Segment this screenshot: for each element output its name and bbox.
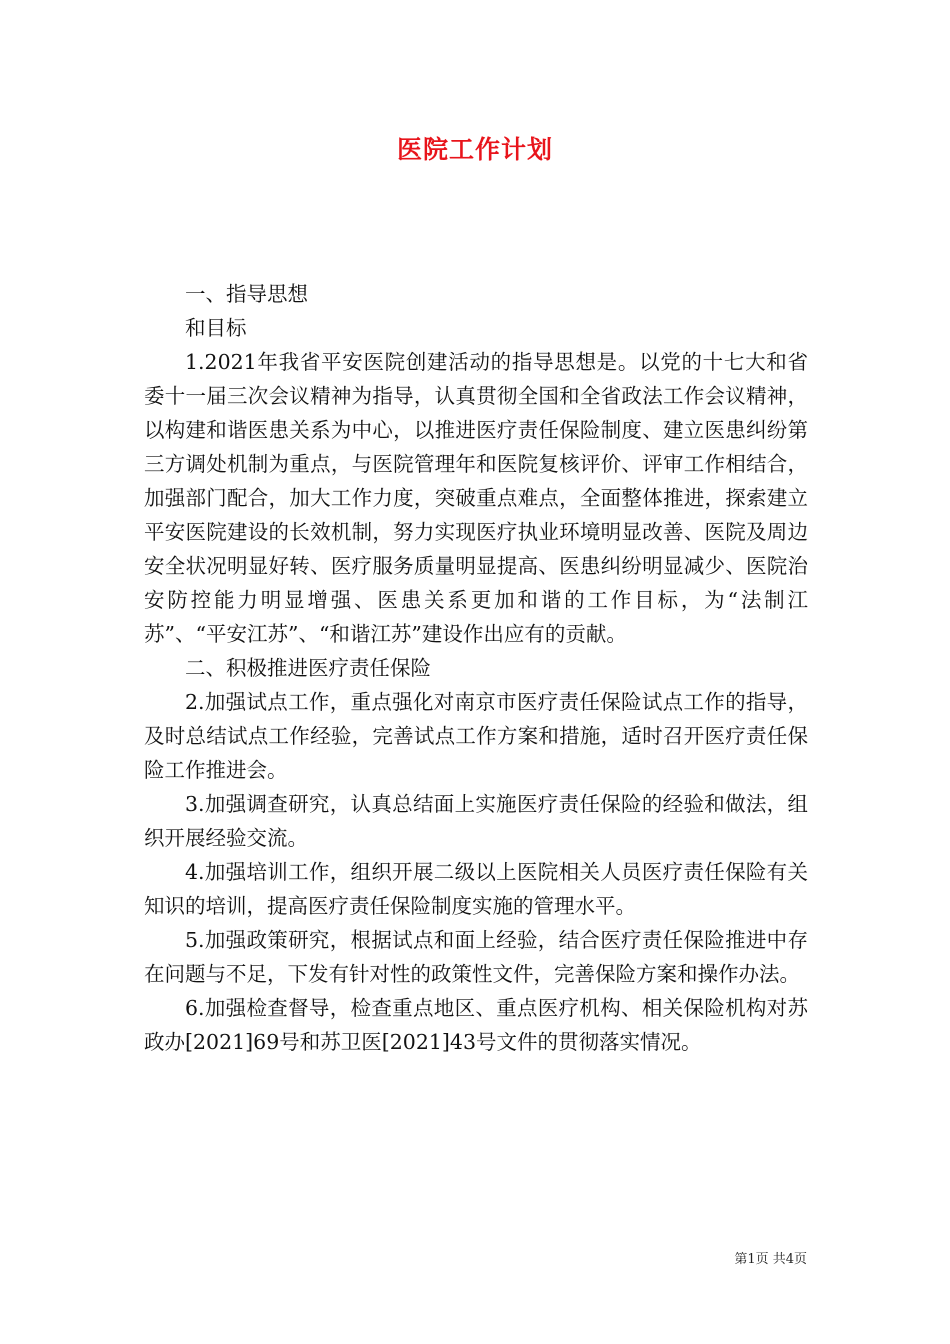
section-heading-1-continued: 和目标 xyxy=(185,316,247,340)
document-title: 医院工作计划 xyxy=(396,135,553,164)
document-body xyxy=(144,277,808,1059)
section-heading-2: 二、积极推进医疗责任保险 xyxy=(185,656,431,680)
paragraph-4: 4.加强培训工作，组织开展二级以上医院相关人员医疗责任保险有关知识的培训，提高医疗责任保险制度实施的管理水平。 xyxy=(144,860,808,918)
paragraph-6: 6.加强检查督导，检查重点地区、重点医疗机构、相关保险机构对苏政办[2021]69号和苏卫医[2021]43号文件的贯彻落实情况。 xyxy=(144,996,808,1054)
paragraph-1: 1.2021年我省平安医院创建活动的指导思想是。以党的十七大和省委十一届三次会议精神为指导，认真贯彻全国和全省政法工作会议精神，以构建和谐医患关系为中心，以推进医疗责任保险制度、建立医患纠纷第三方调处机制为重点，与医院管理年和医院复核评价、评审工作相结合，加强部门配合，加大工作力度，突破重点难点，全面整体推进，探索建立平安医院建设的长效机制，努力实现医疗执业环境明显改善、医院及周边安全状况明显好转、医疗服务质量明显提高、医患纠纷明显减少、医院治安防控能力明显增强、医患关系更加和谐的工作目标，为“法制江苏”、“平安江苏”、“和谐江苏”建设作出应有的贡献。 xyxy=(144,350,808,646)
page-number: 第1页 共4页 xyxy=(734,1252,807,1267)
section-heading-1: 一、指导思想 xyxy=(185,282,308,306)
paragraph-5: 5.加强政策研究，根据试点和面上经验，结合医疗责任保险推进中存在问题与不足，下发有针对性的政策性文件，完善保险方案和操作办法。 xyxy=(144,928,808,986)
paragraph-2: 2.加强试点工作，重点强化对南京市医疗责任保险试点工作的指导，及时总结试点工作经验，完善试点工作方案和措施，适时召开医疗责任保险工作推进会。 xyxy=(144,690,808,782)
paragraph-3: 3.加强调查研究，认真总结面上实施医疗责任保险的经验和做法，组织开展经验交流。 xyxy=(144,792,808,850)
